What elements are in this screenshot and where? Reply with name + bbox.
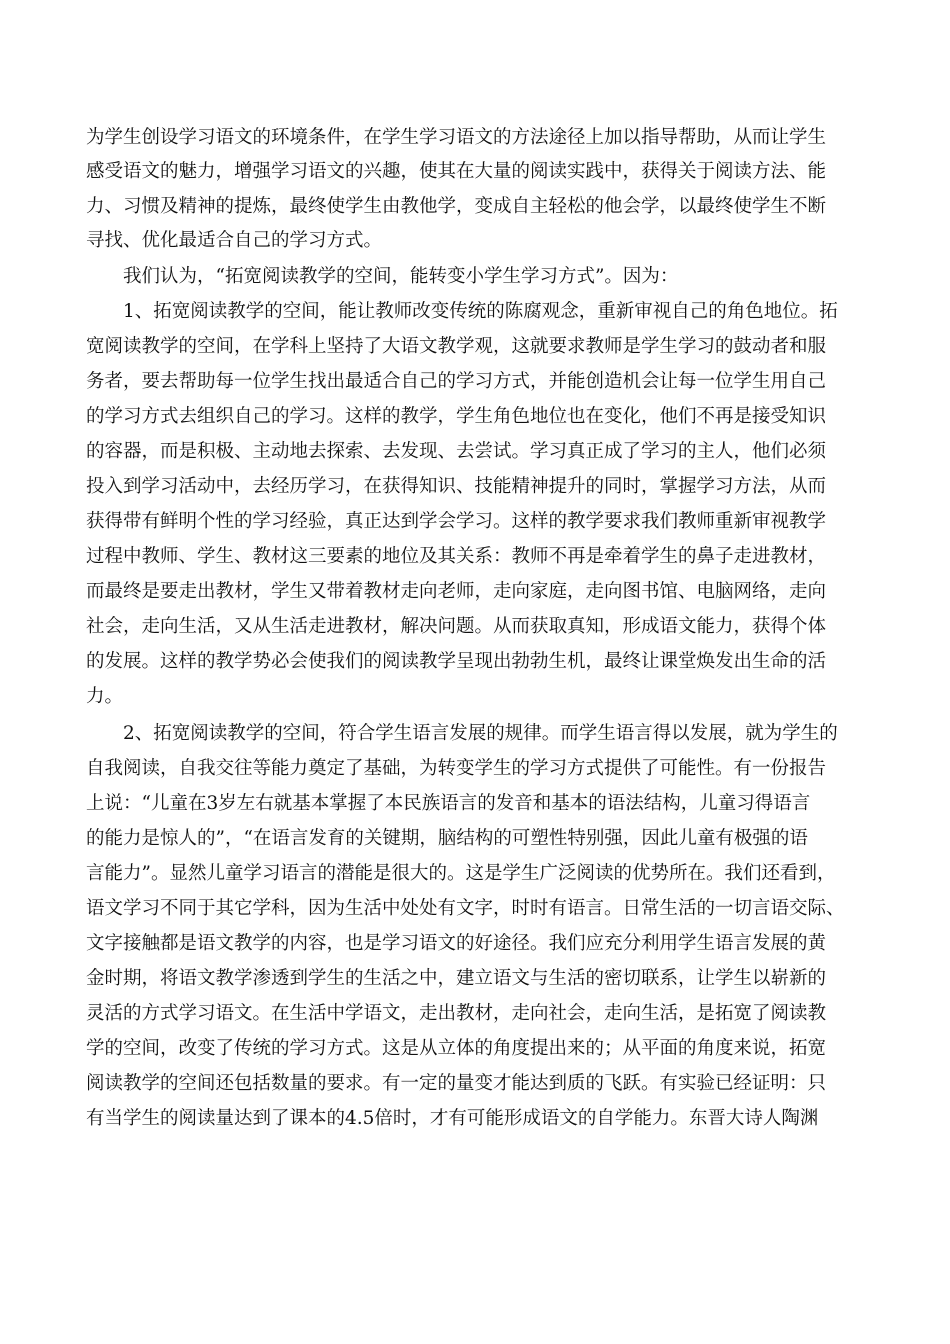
text-line: 的发展。这样的教学势必会使我们的阅读教学呈现出勃勃生机，最终让课堂焕发出生命的活 [86,651,827,672]
text-line: 的容器，而是积极、主动地去探索、去发现、去尝试。学习真正成了学习的主人，他们必须 [86,441,827,462]
text-line: 社会，走向生活，又从生活走进教材，解决问题。从而获取真知，形成语文能力，获得个体 [86,616,827,637]
text-line: 有当学生的阅读量达到了课本的4.5倍时，才有可能形成语文的自学能力。东晋大诗人陶渊 [86,1108,819,1129]
text-line: 语文学习不同于其它学科，因为生活中处处有文字，时时有语言。日常生活的一切言语交际、 [86,898,845,919]
text-line: 2、拓宽阅读教学的空间，符合学生语言发展的规律。而学生语言得以发展，就为学生的 [123,723,838,744]
text-line: 力。 [86,686,124,707]
text-line: 阅读教学的空间还包括数量的要求。有一定的量变才能达到质的飞跃。有实验已经证明：只 [86,1073,827,1094]
text-line: 感受语文的魅力，增强学习语文的兴趣，使其在大量的阅读实践中，获得关于阅读方法、能 [86,161,827,182]
text-line: 的学习方式去组织自己的学习。这样的教学，学生角色地位也在变化，他们不再是接受知识 [86,406,827,427]
text-line: 力、习惯及精神的提炼，最终使学生由教他学，变成自主轻松的他会学，以最终使学生不断 [86,196,827,217]
text-line: 获得带有鲜明个性的学习经验，真正达到学会学习。这样的教学要求我们教师重新审视教学 [86,511,827,532]
text-line: 自我阅读，自我交往等能力奠定了基础，为转变学生的学习方式提供了可能性。有一份报告 [86,758,827,779]
text-line: 为学生创设学习语文的环境条件，在学生学习语文的方法途径上加以指导帮助，从而让学生 [86,127,827,148]
text-line: 灵活的方式学习语文。在生活中学语文，走出教材，走向社会，走向生活，是拓宽了阅读教 [86,1003,827,1024]
text-line: 1、拓宽阅读教学的空间，能让教师改变传统的陈腐观念，重新审视自己的角色地位。拓 [123,301,838,322]
text-line: 务者，要去帮助每一位学生找出最适合自己的学习方式，并能创造机会让每一位学生用自己 [86,371,827,392]
text-line: 而最终是要走出教材，学生又带着教材走向老师，走向家庭，走向图书馆、电脑网络，走向 [86,581,827,602]
text-line: 上说：“儿童在3岁左右就基本掌握了本民族语言的发音和基本的语法结构，儿童习得语言 [86,793,811,814]
text-line: 文字接触都是语文教学的内容，也是学习语文的好途径。我们应充分利用学生语言发展的黄 [86,933,827,954]
text-line [86,1139,876,1169]
text-line: 寻找、优化最适合自己的学习方式。 [86,230,383,251]
text-line: 金时期，将语文教学渗透到学生的生活之中，建立语文与生活的密切联系，让学生以崭新的 [86,968,827,989]
text-line: 言能力”。显然儿童学习语言的潜能是很大的。这是学生广泛阅读的优势所在。我们还看到， [86,863,836,884]
text-line: 过程中教师、学生、教材这三要素的地位及其关系：教师不再是牵着学生的鼻子走进教材， [86,546,827,567]
text-line: 宽阅读教学的空间，在学科上坚持了大语文教学观，这就要求教师是学生学习的鼓动者和服 [86,336,827,357]
text-line: 投入到学习活动中，去经历学习，在获得知识、技能精神提升的同时，掌握学习方法，从而 [86,476,827,497]
text-line: 的能力是惊人的”，“在语言发育的关键期，脑结构的可塑性特别强，因此儿童有极强的语 [86,828,808,849]
text-line: 我们认为，“拓宽阅读教学的空间，能转变小学生学习方式”。因为： [123,266,679,287]
text-line: 学的空间，改变了传统的学习方式。这是从立体的角度提出来的；从平面的角度来说，拓宽 [86,1038,827,1059]
